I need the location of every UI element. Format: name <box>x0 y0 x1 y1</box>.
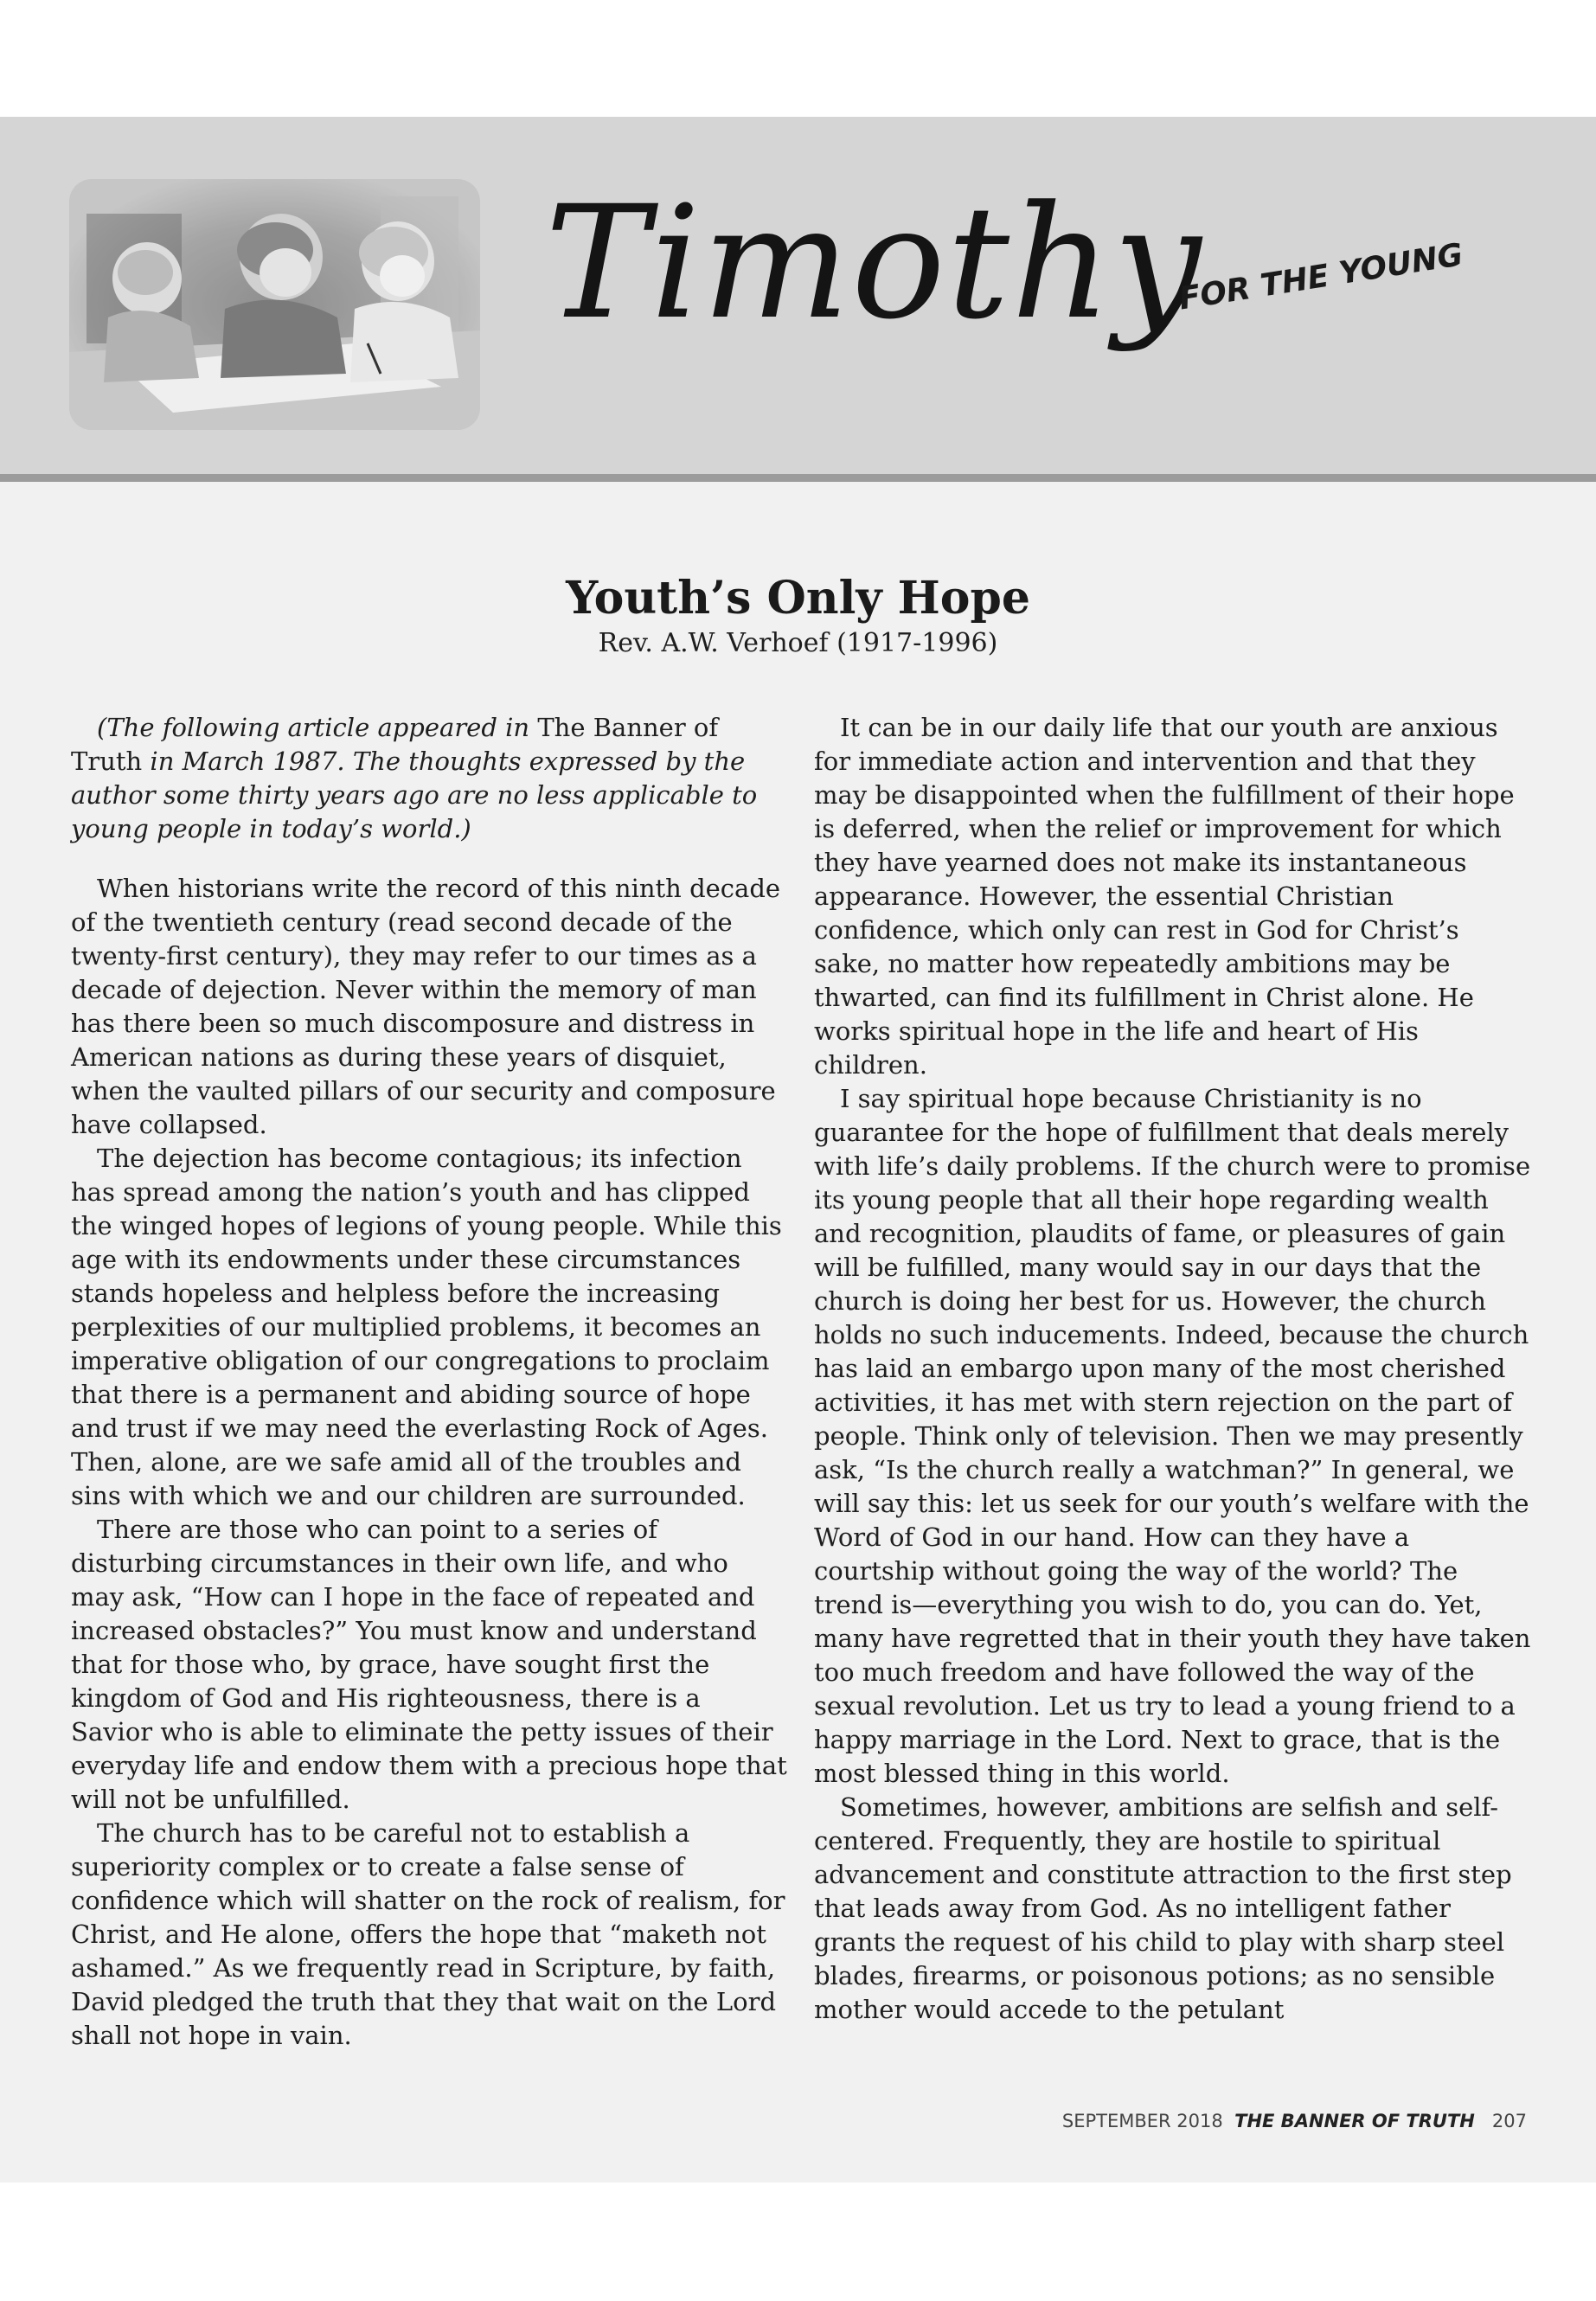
right-column <box>814 711 1532 2027</box>
paragraph: There are those who can point to a series of disturbing circumstances in their own life, and who may ask, “How can I hope in the face of repeated and increased obstacles?” You must know and understand that for those who, by grace, have sought first the kingdom of God and His righteousness, there is a Savior who is able to eliminate the petty issues of their everyday life and endow them with a precious hope that will not be unfulfilled. <box>71 1515 787 1814</box>
article-title: Youth’s Only Hope <box>566 572 1030 625</box>
article-byline: Rev. A.W. Verhoef (1917-1996) <box>598 628 998 658</box>
paragraph: It can be in our daily life that our youth are anxious for immediate action and intervention and that they may be disappointed when the fulfillment of their hope is deferred, when the relief or improvement for which they have yearned does not make its instantaneous appearance. However, the essential Christian confidence, which only can rest in God for Christ’s sake, no matter how repeatedly ambitions may be thwarted, can find its fulfillment in Christ alone. He works spiritual hope in the life and heart of His children. <box>814 713 1515 1080</box>
magazine-name: THE BANNER OF TRUTH <box>1234 2111 1475 2131</box>
page-footer <box>1062 2111 1527 2131</box>
children-writing-photo <box>69 179 480 430</box>
paragraph: The church has to be careful not to establish a superiority complex or to create a false sense of confidence which will shatter on the rock of realism, for Christ, and He alone, offers the hope that “maketh not ashamed.” As we frequently read in Scripture, by faith, David pledged the truth that they that wait on the Lord shall not hope in vain. <box>71 1818 785 2050</box>
section-subtitle: FOR THE YOUNG <box>1176 237 1466 317</box>
paragraph: I say spiritual hope because Christianity is no guarantee for the hope of fulfillment that deals merely with life’s daily problems. If the church were to promise its young people that all their hope regarding wealth and recognition, plaudits of fame, or pleasures of gain will be fulfilled, many would say in our days that the church is doing her best for us. However, the church holds no such inducements. Indeed, because the church has laid an embargo upon many of the most cherished activities, it has met with stern rejection on the part of people. Think only of television. Then we may presently ask, “Is the church really a watchman?” In general, we will say this: let us seek for our youth’s welfare with the Word of God in our hand. How can they have a courtship without going the way of the world? The trend is—everything you wish to do, you can do. Yet, many have regretted that in their youth they have taken too much freedom and have followed the way of the sexual revolution. Let us try to lead a young friend to a happy marriage in the Lord. Next to grace, that is the most blessed thing in this world. <box>814 1084 1531 1788</box>
paragraph: Sometimes, however, ambitions are selfish and self-centered. Frequently, they are hostile to spiritual advancement and constitute attraction to the first step that leads away from God. As no intelligent father grants the request of his child to play with sharp steel blades, firearms, or poisonous potions; as no sensible mother would accede to the petulant <box>814 1792 1512 2024</box>
page-number: 207 <box>1491 2111 1527 2131</box>
left-column <box>71 711 789 2053</box>
issue-date: SEPTEMBER 2018 <box>1061 2111 1223 2131</box>
section-banner <box>0 117 1596 482</box>
section-title: Timothy <box>545 173 1203 354</box>
paragraph: The dejection has become contagious; its infection has spread among the nation’s youth and has clipped the winged hopes of legions of young people. While this age with its endowments under these circumstances stands hopeless and helpless before the increasing perplexities of our multiplied problems, it becomes an imperative obligation of our congregations to proclaim that there is a permanent and abiding source of hope and trust if we may need the everlasting Rock of Ages. Then, alone, are we safe amid all of the troubles and sins with which we and our children are surrounded. <box>71 1144 782 1510</box>
paragraph: When historians write the record of this ninth decade of the twentieth century (read second decade of the twenty-first century), they may refer to our times as a decade of dejection. Never within the memory of man has there been so much discomposure and distress in American nations as during these years of disquiet, when the vaulted pillars of our security and composure have collapsed. <box>71 874 781 1139</box>
editor-note: (The following article appeared in The Banner of Truth in March 1987. The thoughts expressed by the author some thirty years ago are no less applicable to young people in today’s world.) <box>71 713 758 843</box>
